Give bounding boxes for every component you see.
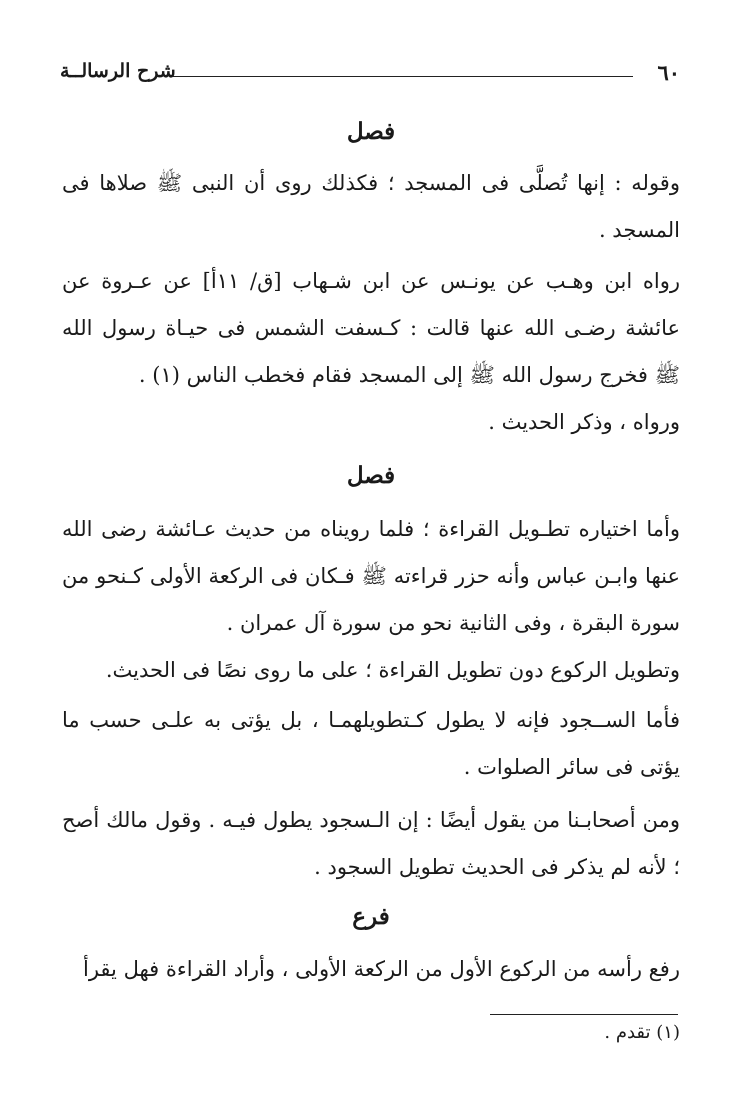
running-title: شرح الرسالــة — [60, 60, 176, 82]
section-body — [62, 697, 680, 791]
paragraph: رواه ابن وهـب عن يونـس عن ابن شـهاب [ق/ ١١أ] عن عـروة عن عائشة رضـى الله عنها قالت : كـسفت الشمس فى حيـاة رسول الله ﷺ فخرج رسول الله ﷺ إلى المسجد فقام فخطب الناس (١) . — [62, 269, 681, 387]
footnote-rule — [490, 1014, 678, 1015]
header-rule — [173, 76, 633, 77]
section-heading: فصل — [346, 462, 396, 489]
section-body — [62, 647, 680, 694]
paragraph: وأما اختياره تطـويل القراءة ؛ فلما رويناه من حديث عـائشة رضى الله عنها وابـن عباس وأنه حزر قراءته ﷺ فـكان فى الركعة الأولى كـنحو من سورة البقرة ، وفى الثانية نحو من سورة آل عمران . — [62, 517, 680, 635]
paragraph: ومن أصحابـنا من يقول أيضًا : إن الـسجود يطول فيـه . وقول مالك أصح ؛ لأنه لم يذكر فى الحديث تطويل السجود . — [62, 808, 680, 879]
section-body — [62, 399, 680, 446]
paragraph: رفع رأسه من الركوع الأول من الركعة الأولى ، وأراد القراءة فهل يقرأ — [83, 957, 680, 981]
section-body — [62, 258, 680, 399]
section-body — [62, 797, 680, 891]
section-body — [62, 946, 680, 993]
paragraph: وقوله : إنها تُصلَّى فى المسجد ؛ فكذلك روى أن النبى ﷺ صلاها فى المسجد . — [62, 171, 680, 242]
paragraph: وتطويل الركوع دون تطويل القراءة ؛ على ما روى نصًا فى الحديث. — [105, 658, 680, 682]
page-header — [55, 60, 685, 90]
section-heading: فصل — [346, 118, 396, 145]
page-number: ٦٠ — [657, 60, 680, 85]
paragraph: ورواه ، وذكر الحديث . — [488, 410, 680, 434]
footnote: (١) تقدم . — [604, 1022, 680, 1043]
section-heading: فرع — [352, 903, 390, 930]
paragraph: فأما الســجود فإنه لا يطول كـتطويلهمـا ، بل يؤتى به علـى حسب ما يؤتى فى سائر الصلوات . — [62, 708, 680, 779]
section-body — [62, 160, 680, 254]
section-body — [62, 506, 680, 647]
